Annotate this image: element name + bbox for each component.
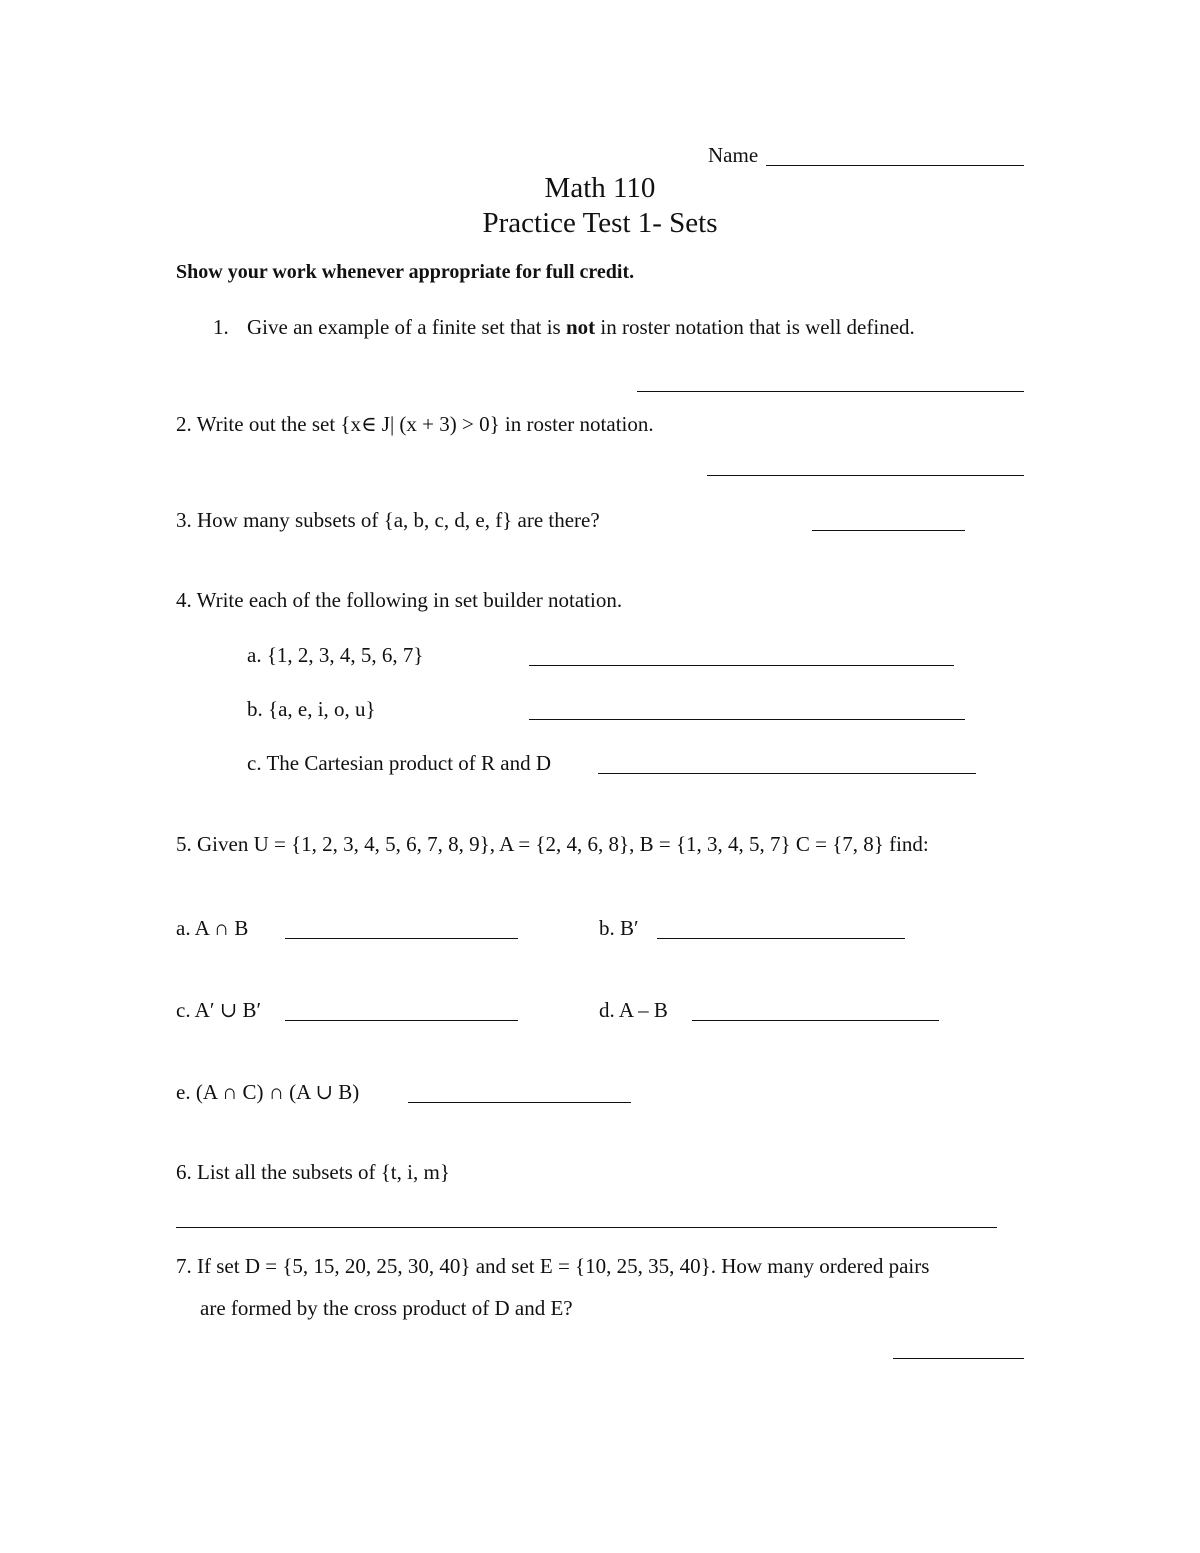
- q6-answer-line[interactable]: [176, 1227, 997, 1228]
- q4b-text: b. {a, e, i, o, u}: [247, 697, 376, 721]
- q4-text: 4. Write each of the following in set builder notation.: [176, 588, 623, 612]
- q5b-text: b. B′: [599, 916, 639, 940]
- q1-number: 1.: [213, 315, 229, 339]
- name-label: Name: [708, 143, 759, 167]
- q1-text-after: in roster notation that is well defined.: [595, 315, 915, 339]
- q1-text-before: Give an example of a finite set that is: [247, 315, 566, 339]
- q4c-text: c. The Cartesian product of R and D: [247, 751, 552, 775]
- q1-answer-line[interactable]: [637, 391, 1024, 392]
- instructions: Show your work whenever appropriate for full credit.: [176, 261, 635, 283]
- q5e-answer-line[interactable]: [408, 1102, 631, 1103]
- q3-text: 3. How many subsets of {a, b, c, d, e, f} are there?: [176, 508, 600, 532]
- q5c-text: c. A′ ∪ B′: [176, 998, 262, 1022]
- course-title: Math 110: [544, 172, 656, 204]
- q5-text: 5. Given U = {1, 2, 3, 4, 5, 6, 7, 8, 9}, A = {2, 4, 6, 8}, B = {1, 3, 4, 5, 7} C = {7, 8} find:: [176, 832, 929, 856]
- q7-text-line1: 7. If set D = {5, 15, 20, 25, 30, 40} and set E = {10, 25, 35, 40}. How many ordered pairs: [176, 1254, 930, 1278]
- q5b-answer-line[interactable]: [657, 938, 905, 939]
- q7-answer-line[interactable]: [893, 1358, 1024, 1359]
- q3-answer-line[interactable]: [812, 530, 965, 531]
- q1-text-bold: not: [565, 315, 596, 339]
- q1-text: [247, 317, 915, 338]
- q2-answer-line[interactable]: [707, 475, 1024, 476]
- q6-text: 6. List all the subsets of {t, i, m}: [176, 1160, 450, 1184]
- q5e-text: e. (A ∩ C) ∩ (A ∪ B): [176, 1080, 360, 1104]
- test-title: Practice Test 1- Sets: [482, 207, 718, 239]
- q5c-answer-line[interactable]: [285, 1020, 518, 1021]
- q5d-answer-line[interactable]: [692, 1020, 939, 1021]
- q7-text-line2: are formed by the cross product of D and E?: [200, 1296, 573, 1320]
- q5a-answer-line[interactable]: [285, 938, 518, 939]
- q5d-text: d. A – B: [599, 998, 668, 1022]
- name-answer-line[interactable]: [766, 165, 1024, 166]
- q4a-text: a. {1, 2, 3, 4, 5, 6, 7}: [247, 643, 424, 667]
- q4a-answer-line[interactable]: [529, 665, 954, 666]
- q5a-text: a. A ∩ B: [176, 916, 249, 940]
- q4b-answer-line[interactable]: [529, 719, 965, 720]
- q2-text: 2. Write out the set {x∈ J| (x + 3) > 0} in roster notation.: [176, 412, 654, 436]
- q4c-answer-line[interactable]: [598, 773, 976, 774]
